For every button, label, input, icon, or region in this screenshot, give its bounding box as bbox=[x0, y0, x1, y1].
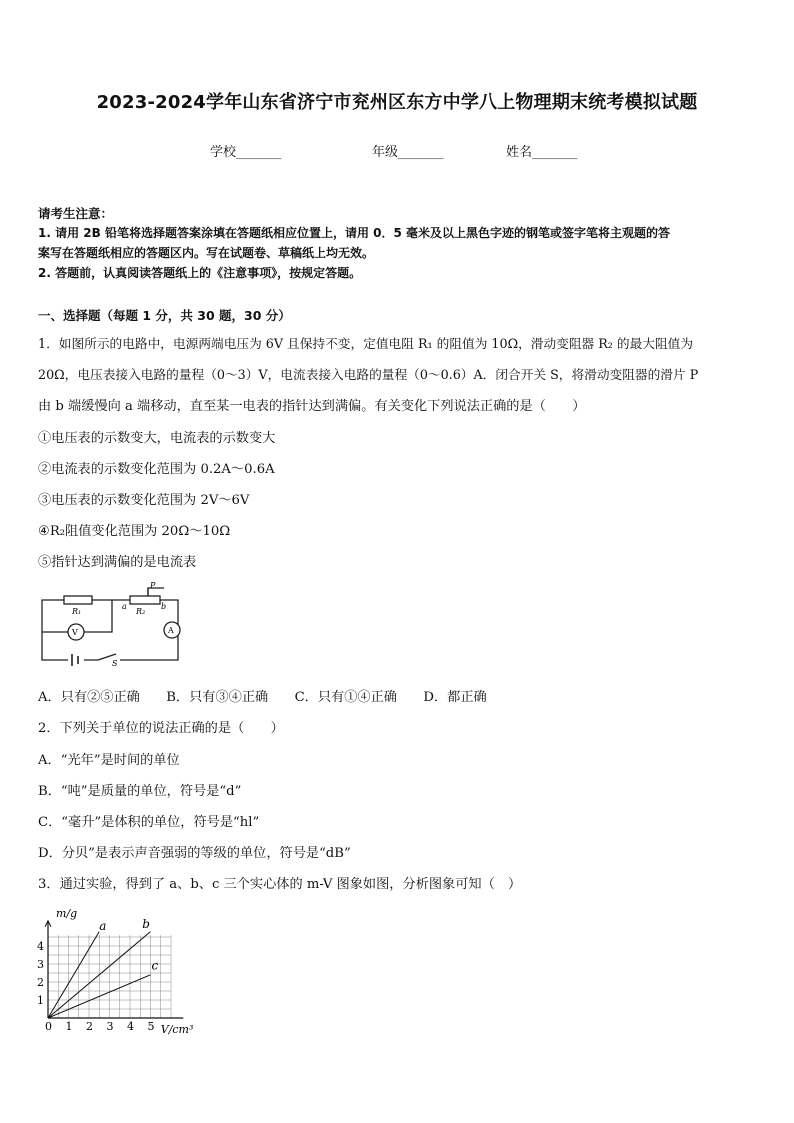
label-s: S bbox=[112, 659, 118, 666]
q2-option-c: C．“毫升”是体积的单位，符号是“hl” bbox=[38, 815, 260, 830]
notice-line-1b: 案写在答题纸相应的答题区内。写在试题卷、草稿纸上均无效。 bbox=[38, 246, 375, 260]
section-heading: 一、选择题（每题 1 分，共 30 题，30 分） bbox=[38, 308, 291, 323]
x-tick-label: 5 bbox=[147, 1020, 155, 1033]
notice-heading: 请考生注意： bbox=[38, 206, 114, 221]
q2-option-d: D．分贝”是表示声音强弱的等级的单位，符号是“dB” bbox=[38, 846, 351, 861]
q1-options: A．只有②⑤正确 B．只有③④正确 C．只有①④正确 D．都正确 bbox=[38, 690, 487, 705]
y-tick-label: 2 bbox=[37, 976, 44, 989]
y-axis-label: m/g bbox=[56, 907, 78, 920]
notice-line-1a: 1. 请用 2B 铅笔将选择题答案涂填在答题纸相应位置上，请用 0．5 毫米及以上黑色字迹的钢笔或签字笔将主观题的答 bbox=[38, 226, 670, 240]
q2-option-a: A．“光年”是时间的单位 bbox=[38, 753, 180, 768]
q1-line-1: 1．如图所示的电路中，电源两端电压为 6V 且保持不变，定值电阻 R₁ 的阻值为 10Ω，滑动变阻器 R₂ 的最大阻值为 bbox=[38, 336, 694, 351]
grade-field[interactable]: 年级_______ bbox=[372, 145, 444, 160]
resistor-r2 bbox=[130, 596, 160, 604]
notice-line-2: 2. 答题前，认真阅读答题纸上的《注意事项》，按规定答题。 bbox=[38, 266, 362, 280]
label-r2: R₂ bbox=[136, 607, 146, 616]
x-tick-label: 3 bbox=[106, 1020, 114, 1033]
label-b-end: b bbox=[161, 602, 167, 611]
q1-line-3: 由 b 端缓慢向 a 端移动，直至某一电表的指针达到满偏。有关变化下列说法正确的是（ ） bbox=[38, 399, 586, 414]
y-tick-label: 3 bbox=[37, 958, 44, 971]
resistor-r1 bbox=[64, 596, 92, 604]
label-v: V bbox=[72, 628, 78, 637]
series-label-c: c bbox=[151, 958, 159, 973]
q3-stem: 3．通过实验，得到了 a、b、c 三个实心体的 m-V 图象如图，分析图象可知（ ） bbox=[38, 877, 522, 892]
label-am: A bbox=[168, 626, 174, 635]
page-title: 2023-2024学年山东省济宁市兖州区东方中学八上物理期末统考模拟试题 bbox=[96, 92, 698, 113]
q1-statement-1: ①电压表的示数变大，电流表的示数变大 bbox=[38, 431, 276, 446]
series-line-a bbox=[48, 932, 99, 1018]
q1-statement-4: ④R₂阻值变化范围为 20Ω～10Ω bbox=[38, 524, 231, 539]
x-tick-label: 4 bbox=[127, 1020, 134, 1033]
series-label-b: b bbox=[142, 917, 150, 931]
y-tick-label: 1 bbox=[37, 994, 44, 1007]
mv-chart bbox=[30, 905, 200, 1040]
series-label-a: a bbox=[99, 918, 107, 933]
x-tick-label: 1 bbox=[65, 1020, 73, 1033]
school-field[interactable]: 学校_______ bbox=[210, 145, 282, 160]
x-axis-label: V/cm³ bbox=[160, 1023, 194, 1036]
q2-option-b: B．“吨”是质量的单位，符号是“d” bbox=[38, 784, 242, 799]
name-field[interactable]: 姓名_______ bbox=[506, 145, 578, 160]
q2-stem: 2．下列关于单位的说法正确的是（ ） bbox=[38, 721, 284, 736]
q1-line-2: 20Ω，电压表接入电路的量程（0～3）V，电流表接入电路的量程（0～0.6）A．闭合开关 S，将滑动变阻器的滑片 P bbox=[38, 367, 699, 382]
q1-statement-2: ②电流表的示数变化范围为 0.2A～0.6A bbox=[38, 462, 275, 477]
label-a-end: a bbox=[122, 602, 127, 611]
x-tick-label: 0 bbox=[45, 1020, 52, 1033]
x-tick-label: 2 bbox=[86, 1020, 93, 1033]
q1-statement-3: ③电压表的示数变化范围为 2V～6V bbox=[38, 493, 250, 508]
label-p: P bbox=[150, 582, 156, 590]
q1-statement-5: ⑤指针达到满偏的是电流表 bbox=[38, 555, 197, 570]
label-r1: R₁ bbox=[72, 607, 82, 616]
circuit-diagram bbox=[38, 582, 188, 666]
y-tick-label: 4 bbox=[37, 940, 44, 953]
